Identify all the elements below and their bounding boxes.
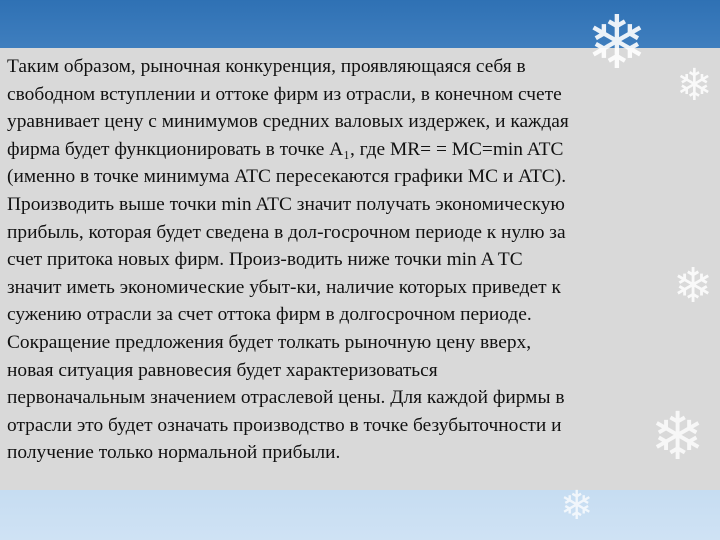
snowflake-icon: ❄ bbox=[560, 483, 594, 529]
paragraph-line: новая ситуация равновесия будет характеризоваться bbox=[7, 359, 438, 381]
paragraph-line: значит иметь экономические убыт-ки, наличие которых приведет к bbox=[7, 276, 561, 298]
paragraph-line: прибыль, которая будет сведена в дол-госрочном периоде к нулю за bbox=[7, 221, 566, 243]
paragraph-line: Таким образом, рыночная конкуренция, проявляющаяся себя в bbox=[7, 56, 526, 77]
paragraph-line: (именно в точке минимума ATC пересекаются графики MC и ATC). bbox=[7, 166, 567, 188]
paragraph-line: Производить выше точки min ATC значит получать экономическую bbox=[7, 193, 565, 215]
paragraph-line: Сокращение предложения будет толкать рыночную цену вверх, bbox=[7, 331, 532, 353]
paragraph-line: отрасли это будет означать производство в точке безубыточности и bbox=[7, 414, 562, 436]
snowflake-icon: ❄ bbox=[650, 398, 706, 475]
paragraph-line: счет притока новых фирм. Произ-водить ниже точки min A TC bbox=[7, 249, 523, 271]
body-paragraph bbox=[7, 53, 715, 467]
paragraph-line: получение только нормальной прибыли. bbox=[7, 442, 341, 464]
snowflake-icon: ❄ bbox=[673, 258, 714, 314]
paragraph-line: сужению отрасли за счет оттока фирм в долгосрочном периоде. bbox=[7, 304, 532, 326]
snowflake-icon: ❄ bbox=[676, 60, 713, 111]
paragraph-line: первоначальным значением отраслевой цены. Для каждой фирмы в bbox=[7, 387, 565, 409]
snowflake-icon: ❄ bbox=[586, 0, 649, 86]
paragraph-line: уравнивает цену с минимумов средних валовых издержек, и каждая bbox=[7, 111, 569, 133]
paragraph-line: свободном вступлении и оттоке фирм из отрасли, в конечном счете bbox=[7, 83, 562, 105]
paragraph-line: фирма будет функционировать в точке А₁, где MR= = MC=min ATC bbox=[7, 138, 564, 160]
